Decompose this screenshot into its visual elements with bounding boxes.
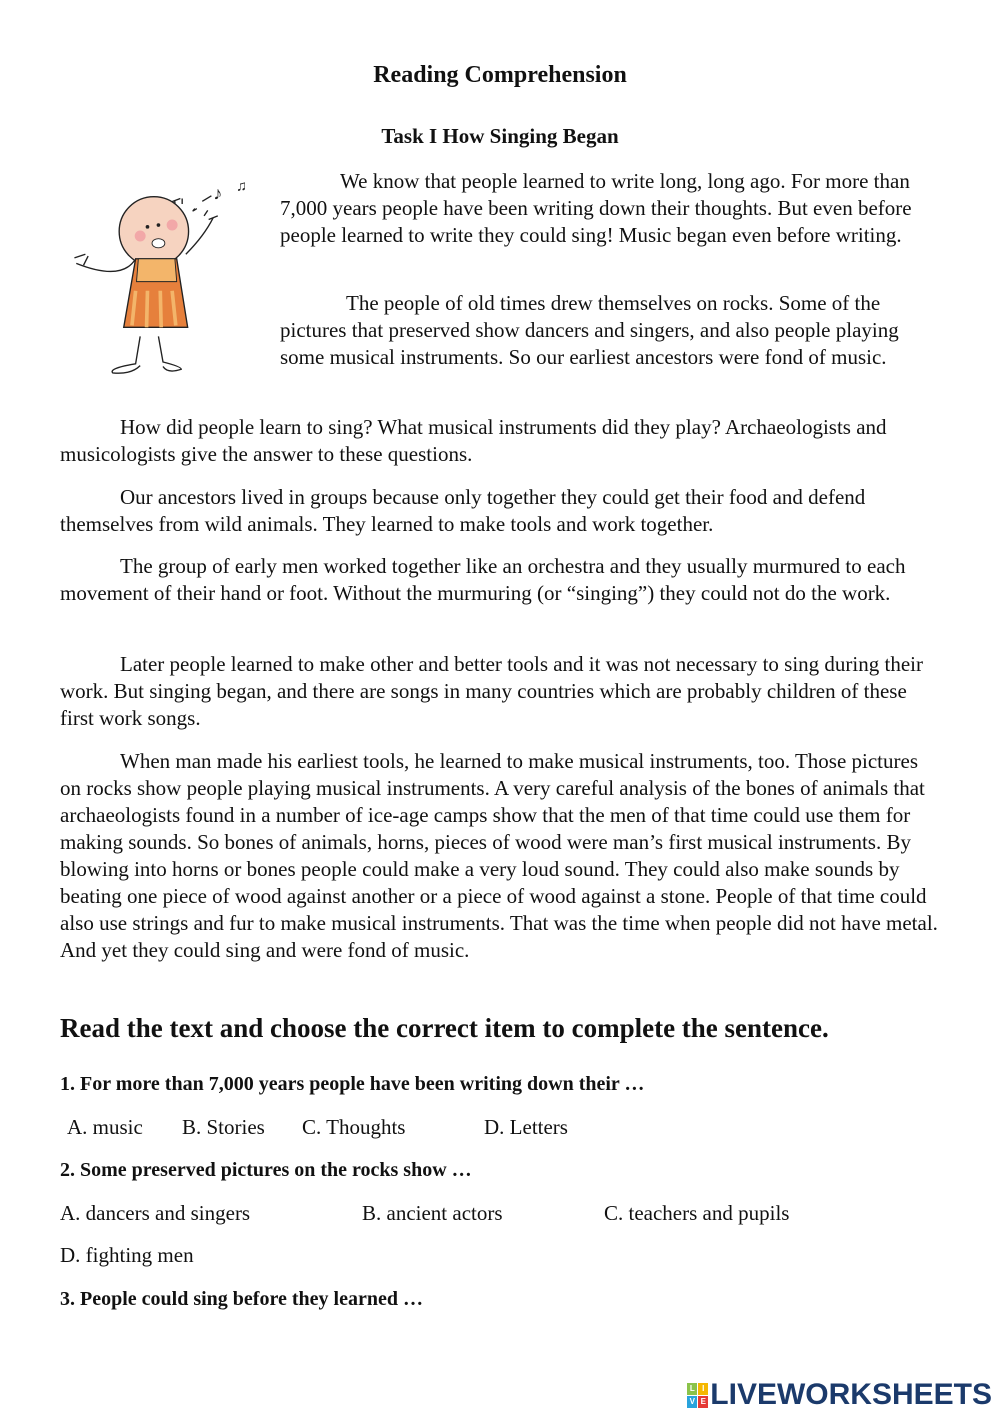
paragraph-1: We know that people learned to write long, long ago. For more than 7,000 years people have been writing down their thoughts. But even before people learned to write they could sing! Music began even before writing. <box>280 169 912 247</box>
option-1a[interactable]: A. music <box>67 1115 143 1139</box>
question-3: 3. People could sing before they learned … <box>60 1288 423 1310</box>
task-title: Task I How Singing Began <box>381 124 619 148</box>
paragraph-2: The people of old times drew themselves on rocks. Some of the pictures that preserved show dancers and singers, and also people playing some musical instruments. So our earliest ancestors were fond of music. <box>280 291 899 369</box>
singing-girl-illustration <box>58 160 268 385</box>
question-2: 2. Some preserved pictures on the rocks show … <box>60 1159 472 1181</box>
instructions-heading: Read the text and choose the correct item to complete the sentence. <box>60 1013 829 1043</box>
question-1: 1. For more than 7,000 years people have been writing down their … <box>60 1073 645 1095</box>
svg-text:♪: ♪ <box>213 183 223 204</box>
option-2d[interactable]: D. fighting men <box>60 1243 194 1267</box>
option-1c[interactable]: C. Thoughts <box>302 1115 406 1139</box>
page-title: Reading Comprehension <box>373 62 627 88</box>
liveworksheets-logo <box>687 1378 992 1412</box>
option-1b[interactable]: B. Stories <box>182 1115 265 1139</box>
option-2c[interactable]: C. teachers and pupils <box>604 1201 790 1225</box>
logo-text: LIVEWORKSHEETS <box>710 1378 992 1411</box>
paragraph-6: Later people learned to make other and better tools and it was not necessary to sing during their work. But singing began, and there are songs in many countries which are probably children of these first work songs. <box>60 652 923 730</box>
logo-tiles-icon: L I V E <box>687 1383 708 1408</box>
option-2b[interactable]: B. ancient actors <box>362 1201 503 1225</box>
option-2a[interactable]: A. dancers and singers <box>60 1201 251 1225</box>
paragraph-7: When man made his earliest tools, he learned to make musical instruments, too. Those pictures on rocks show people playing musical instruments. A very careful analysis of the bones of animals that archaeologists found in a number of ice-age camps show that the men of that time could use them for making sounds. So bones of animals, horns, pieces of wood were man’s first musical instruments. By blowing into horns or bones people could make a very loud sound. They could also make sounds by beating one piece of wood against another or a piece of wood against a stone. People of that time could also use strings and fur to make musical instruments. That was the time when people did not have metal. And yet they could sing and were fond of music. <box>60 749 938 962</box>
option-1d[interactable]: D. Letters <box>484 1115 568 1139</box>
svg-text:♫: ♫ <box>236 178 247 195</box>
paragraph-3: How did people learn to sing? What musical instruments did they play? Archaeologists and musicologists give the answer to these questions. <box>60 415 887 466</box>
paragraph-5: The group of early men worked together like an orchestra and they usually murmured to each movement of their hand or foot. Without the murmuring (or “singing”) they could not do the work. <box>60 554 906 605</box>
paragraph-4: Our ancestors lived in groups because only together they could get their food and defend themselves from wild animals. They learned to make tools and work together. <box>60 485 866 536</box>
